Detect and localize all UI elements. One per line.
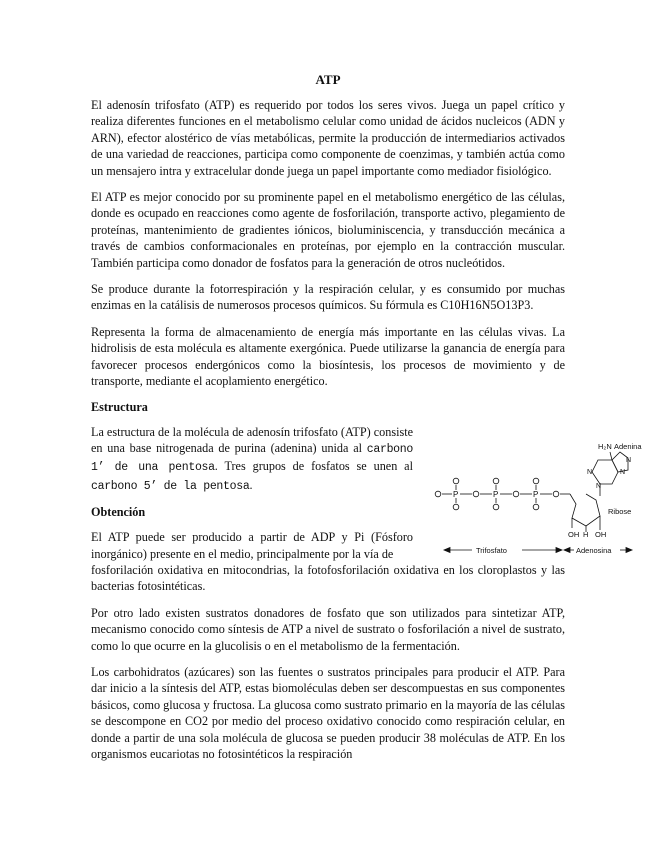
structure-text-3: . xyxy=(249,477,253,492)
ribose-ring xyxy=(570,494,600,532)
structure-text-carbon5: carbono 5’ de la pentosa xyxy=(91,479,250,493)
heading-obtencion: Obtención xyxy=(91,505,146,520)
paragraph-intro: El adenosín trifosfato (ATP) es requerido por todos los seres vivos. Juega un papel crítico y realiza diferentes funciones en el metabolismo celular como unidad de ácidos nucleicos (ADN y ARN), efector alostérico de vías metabólicas, permite la producción de intermediarios activados de una variedad de reacciones, participa como componente de coenzimas, y también actúa como un mensajero intra y extracelular donde juega un papel importante como mediador fisiológico. xyxy=(91,98,565,178)
adenine-atom-labels xyxy=(587,457,631,490)
svg-text:P: P xyxy=(533,490,539,499)
nh2-label: H₂N xyxy=(598,442,612,451)
paragraph-production: Se produce durante la fotorrespiración y la respiración celular, y es consumido por muchas enzimas en la catálisis de numerosos procesos químicos. Su fórmula es C10H16N5O13P3. xyxy=(91,282,565,313)
phosphorus-labels xyxy=(453,490,538,499)
document-page xyxy=(91,72,565,772)
adenina-label: Adenina xyxy=(614,442,642,451)
structure-text-2: . Tres grupos de fosfatos se unen al xyxy=(214,459,413,474)
svg-text:N: N xyxy=(596,483,602,490)
oh-label-1: OH xyxy=(568,530,580,539)
paragraph-energy-metabolism: El ATP es mejor conocido por su prominente papel en el metabolismo energético de las células, donde es ocupado en reacciones como agente de fosforilación, transporte activo, plegamiento de proteínas, mantenimiento de gradientes iónicos, bioluminiscencia, y transducción mecánica a través de cambios conformacionales en proteínas, por ejemplo en la contracción muscular. También participa como donador de fosfatos para la generación de otros nucleótidos. xyxy=(91,190,565,270)
svg-text:N: N xyxy=(587,469,593,476)
trifosfato-label: Trifosfato xyxy=(476,546,507,555)
page-title: ATP xyxy=(315,72,341,87)
paragraph-storage: Representa la forma de almacenamiento de energía más importante en las células vivas. La hidrolisis de esta molécula es altamente exergónica. Puede utilizarse la ganancia de energía para favorecer procesos endergónicos como la biosíntesis, los procesos de movimiento y de transporte, mediante el acoplamiento energético. xyxy=(91,324,565,389)
svg-text:N: N xyxy=(626,457,632,464)
svg-text:P: P xyxy=(493,490,499,499)
paragraph-carbohydrates: Los carbohidratos (azúcares) son las fuentes o sustratos principales para producir el ATP. Para dar inicio a la síntesis del ATP, estas biomoléculas deben ser descompuestas en sus componentes básicos, como glucosa y fructosa. La glucosa como sustrato primario en la mayoría de las células se descompone en CO2 por medio del proceso oxidativo conocido como respiración celular, en donde a partir de una sola molécula de glucosa se pueden producir 38 moléculas de ATP. En los organismos eucariotas no fotosintéticos la respiración xyxy=(91,664,565,761)
paragraph-obtention-narrow: El ATP puede ser producido a partir de ADP y Pi (Fósforo inorgánico) presente en el medio, principalmente por la vía de xyxy=(91,530,413,561)
paragraph-structure xyxy=(91,424,413,496)
svg-text:N: N xyxy=(620,469,626,476)
oh-label-2: OH xyxy=(595,530,607,539)
structure-text-carbon1: carbono 1’ de una pentosa xyxy=(91,442,413,475)
svg-text:P: P xyxy=(453,490,459,499)
heading-estructura: Estructura xyxy=(91,399,148,414)
ribose-label: Ribose xyxy=(608,507,632,516)
atp-molecule-figure xyxy=(430,440,645,565)
paragraph-obtention-wide: fosforilación oxidativa en mitocondrias, la fotofosforilación oxidativa en los cloroplastos y las bacterias fotosintéticas. xyxy=(91,562,565,594)
h-label: H xyxy=(583,530,589,539)
paragraph-substrate: Por otro lado existen sustratos donadores de fosfato que son utilizados para sintetizar ATP, mecanismo conocido como síntesis de ATP a nivel de sustrato o fosforilación a nivel de sustrato, como lo que ocurre en la glucolisis o en el metabolismo de la fermentación. xyxy=(91,605,565,653)
structure-text-1: La estructura de la molécula de adenosín trifosfato (ATP) consiste en una base nitrogenada de purina (adenina) unida al xyxy=(91,424,413,455)
adenosina-label: Adenosina xyxy=(576,546,612,555)
